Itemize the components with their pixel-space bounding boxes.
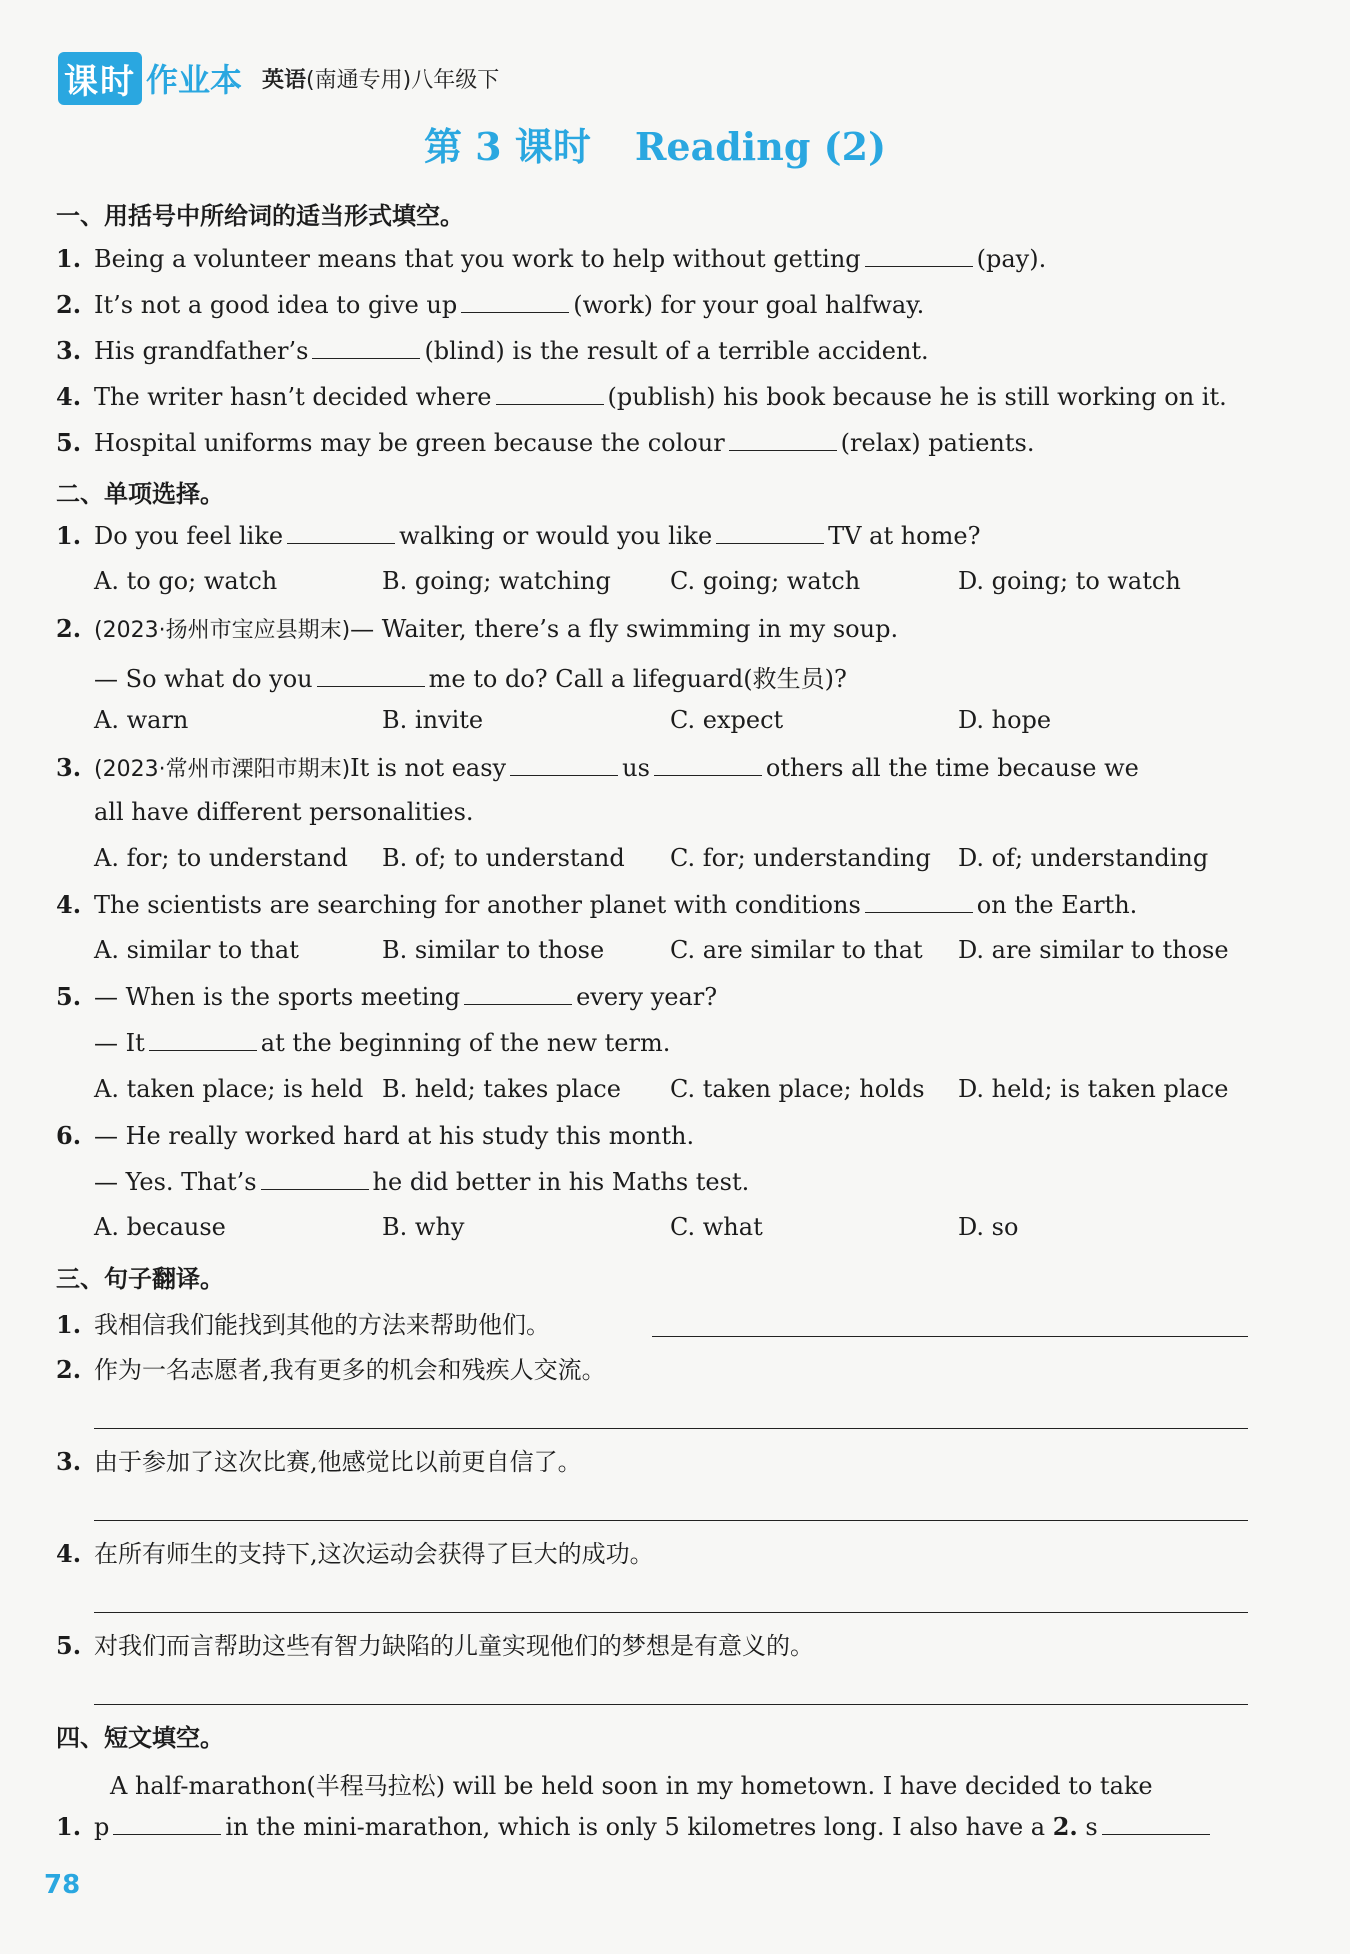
question-line: all have different personalities. <box>94 798 474 826</box>
question-line: 5. — When is the sports meeting every year? <box>56 982 718 1011</box>
answer-line[interactable] <box>652 1336 1248 1337</box>
source-note: (2023·扬州市宝应县期末) <box>94 618 351 643</box>
page-header <box>58 52 499 104</box>
option-d[interactable]: D. hope <box>958 706 1052 734</box>
passage-line: A half-marathon(半程马拉松) will be held soon in my hometown. I have decided to take <box>110 1772 1153 1800</box>
source-note: (2023·常州市溧阳市期末) <box>94 757 351 782</box>
translation-item: 5. 对我们而言帮助这些有智力缺陷的儿童实现他们的梦想是有意义的。 <box>56 1631 814 1660</box>
question-line: 6. — He really worked hard at his study this month. <box>56 1121 695 1150</box>
translation-item: 3. 由于参加了这次比赛,他感觉比以前更自信了。 <box>56 1447 582 1476</box>
exercise-line: 1. Being a volunteer means that you work to help without getting (pay). <box>56 244 1047 273</box>
question-line: 1. Do you feel like walking or would you like TV at home? <box>56 521 981 550</box>
answer-blank[interactable] <box>312 336 420 359</box>
option-c[interactable]: C. taken place; holds <box>670 1075 925 1103</box>
option-b[interactable]: B. why <box>382 1213 465 1241</box>
option-c[interactable]: C. for; understanding <box>670 844 931 872</box>
exercise-line: 5. Hospital uniforms may be green because the colour (relax) patients. <box>56 428 1035 457</box>
option-d[interactable]: D. are similar to those <box>958 936 1229 964</box>
option-c[interactable]: C. are similar to that <box>670 936 923 964</box>
answer-blank[interactable] <box>729 428 837 451</box>
answer-blank[interactable] <box>865 244 973 267</box>
answer-blank[interactable] <box>149 1028 257 1051</box>
option-b[interactable]: B. held; takes place <box>382 1075 621 1103</box>
exercise-line: 4. The writer hasn’t decided where (publish) his book because he is still working on it. <box>56 382 1227 411</box>
answer-blank[interactable] <box>510 753 618 776</box>
question-line: 3. (2023·常州市溧阳市期末)It is not easy us others all the time because we <box>56 753 1139 782</box>
translation-item: 1. 我相信我们能找到其他的方法来帮助他们。 <box>56 1310 550 1339</box>
question-line: — Yes. That’s he did better in his Maths test. <box>94 1168 750 1196</box>
question-line: — So what do you me to do? Call a lifeguard(救生员)? <box>94 665 847 693</box>
answer-blank[interactable] <box>1102 1812 1210 1835</box>
option-d[interactable]: D. held; is taken place <box>958 1075 1229 1103</box>
option-a[interactable]: A. warn <box>94 706 189 734</box>
answer-blank[interactable] <box>716 521 824 544</box>
question-line: 4. The scientists are searching for another planet with conditions on the Earth. <box>56 890 1138 919</box>
answer-blank[interactable] <box>317 664 425 687</box>
answer-blank[interactable] <box>461 290 569 313</box>
answer-blank[interactable] <box>865 890 973 913</box>
answer-blank[interactable] <box>287 521 395 544</box>
answer-line[interactable] <box>94 1704 1248 1705</box>
option-d[interactable]: D. going; to watch <box>958 567 1181 595</box>
brand-logo: 课时 <box>58 52 142 105</box>
answer-blank[interactable] <box>113 1812 221 1835</box>
answer-blank[interactable] <box>654 753 762 776</box>
option-c[interactable]: C. expect <box>670 706 784 734</box>
question-line: — It at the beginning of the new term. <box>94 1029 671 1057</box>
page-title: 第 3 课时 Reading (2) <box>423 124 887 169</box>
option-c[interactable]: C. what <box>670 1213 763 1241</box>
option-b[interactable]: B. of; to understand <box>382 844 625 872</box>
exercise-line: 2. It’s not a good idea to give up (work) for your goal halfway. <box>56 290 925 319</box>
section-heading: 三、句子翻译。 <box>56 1265 224 1293</box>
option-d[interactable]: D. so <box>958 1213 1019 1241</box>
option-b[interactable]: B. similar to those <box>382 936 605 964</box>
question-line: 2. (2023·扬州市宝应县期末)— Waiter, there’s a fly swimming in my soup. <box>56 614 899 643</box>
subject-label: 英语(南通专用)八年级下 <box>262 67 500 93</box>
option-a[interactable]: A. similar to that <box>94 936 299 964</box>
section-heading: 四、短文填空。 <box>56 1724 224 1752</box>
exercise-line: 3. His grandfather’s (blind) is the result of a terrible accident. <box>56 336 929 365</box>
answer-blank[interactable] <box>496 382 604 405</box>
option-d[interactable]: D. of; understanding <box>958 844 1209 872</box>
passage-line: 1. p in the mini-marathon, which is only 5 kilometres long. I also have a 2. s <box>56 1812 1214 1841</box>
answer-line[interactable] <box>94 1428 1248 1429</box>
option-a[interactable]: A. taken place; is held <box>94 1075 364 1103</box>
option-c[interactable]: C. going; watch <box>670 567 861 595</box>
option-b[interactable]: B. going; watching <box>382 567 611 595</box>
translation-item: 2. 作为一名志愿者,我有更多的机会和残疾人交流。 <box>56 1355 606 1384</box>
answer-line[interactable] <box>94 1612 1248 1613</box>
option-a[interactable]: A. because <box>94 1213 226 1241</box>
option-a[interactable]: A. for; to understand <box>94 844 348 872</box>
section-heading: 二、单项选择。 <box>56 480 224 508</box>
option-b[interactable]: B. invite <box>382 706 484 734</box>
brand-name: 作业本 <box>146 61 243 99</box>
page-number: 78 <box>44 1870 81 1900</box>
translation-item: 4. 在所有师生的支持下,这次运动会获得了巨大的成功。 <box>56 1539 654 1568</box>
section-heading: 一、用括号中所给词的适当形式填空。 <box>56 202 464 230</box>
answer-line[interactable] <box>94 1520 1248 1521</box>
answer-blank[interactable] <box>261 1167 369 1190</box>
option-a[interactable]: A. to go; watch <box>94 567 278 595</box>
answer-blank[interactable] <box>464 982 572 1005</box>
